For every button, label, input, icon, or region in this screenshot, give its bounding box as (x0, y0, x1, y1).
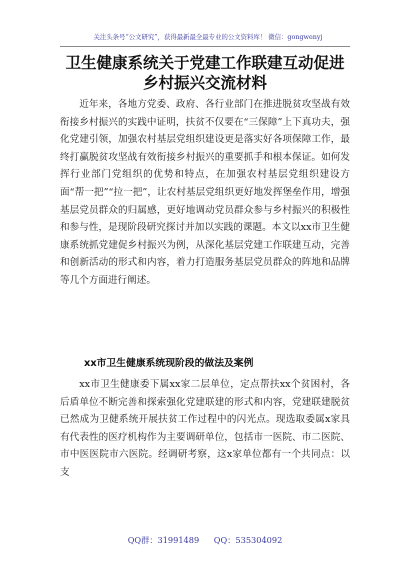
section-heading: xx市卫生健康系统现阶段的做法及案例 (84, 358, 254, 369)
section-body (60, 376, 350, 482)
title-line-2: 乡村振兴交流材料 (142, 73, 267, 92)
intro-section (60, 96, 350, 290)
title-line-1: 卫生健康系统关于党建工作联建互动促进 (65, 53, 345, 72)
footer-qq-group: QQ群：31991489 (127, 535, 200, 545)
footer-contact (60, 534, 350, 546)
intro-paragraph: 近年来，各地方党委、政府、各行业部门在推进脱贫攻坚战有效衔接乡村振兴的实践中证明，扶贫不仅要在“三保障”上下真功夫，强化党建引领，加强农村基层党组织建设更是落实好各项保障工作，最终打赢脱贫攻坚战有效衔接乡村振兴的重要抓手和根本保证。如何发挥行业部门党组织的优势和特点，在加强农村基层党组织建设方面“帮一把”“拉一把”，让农村基层党组织更好地发挥堡垒作用，增强基层党员群众的归属感，更好地调动党员群众参与乡村振兴的积极性和参与性，是现阶段研究探讨并加以实践的课题。本文以xx市卫生健康系统抓党建促乡村振兴为例，从深化基层党建工作联建互动，完善和创新活动的形式和内容，着力打造服务基层党员群众的阵地和品牌等几个方面进行阐述。 (60, 99, 350, 286)
footer-qq-id: QQ：535304092 (213, 535, 283, 545)
header-divider (60, 46, 350, 47)
header-banner: 关注头条号“公文研究”，获得最新最全最专业的公文资料库！ 微信：gongwenyj (93, 33, 323, 41)
section-paragraph: xx市卫生健康委下属xx家二层单位，定点帮扶xx个贫困村，各后盾单位不断完善和探索强化党建联建的形式和内容，党建联建脱贫已然成为卫健系统开展扶贫工作过程中的闪光点。现选取委属x家具有代表性的医疗机构作为主要调研单位，包括市一医院、市二医院、市中医医院市六医院。经调研考察，这x家单位都有一个共同点：以支 (60, 379, 350, 478)
document-title (60, 53, 350, 93)
